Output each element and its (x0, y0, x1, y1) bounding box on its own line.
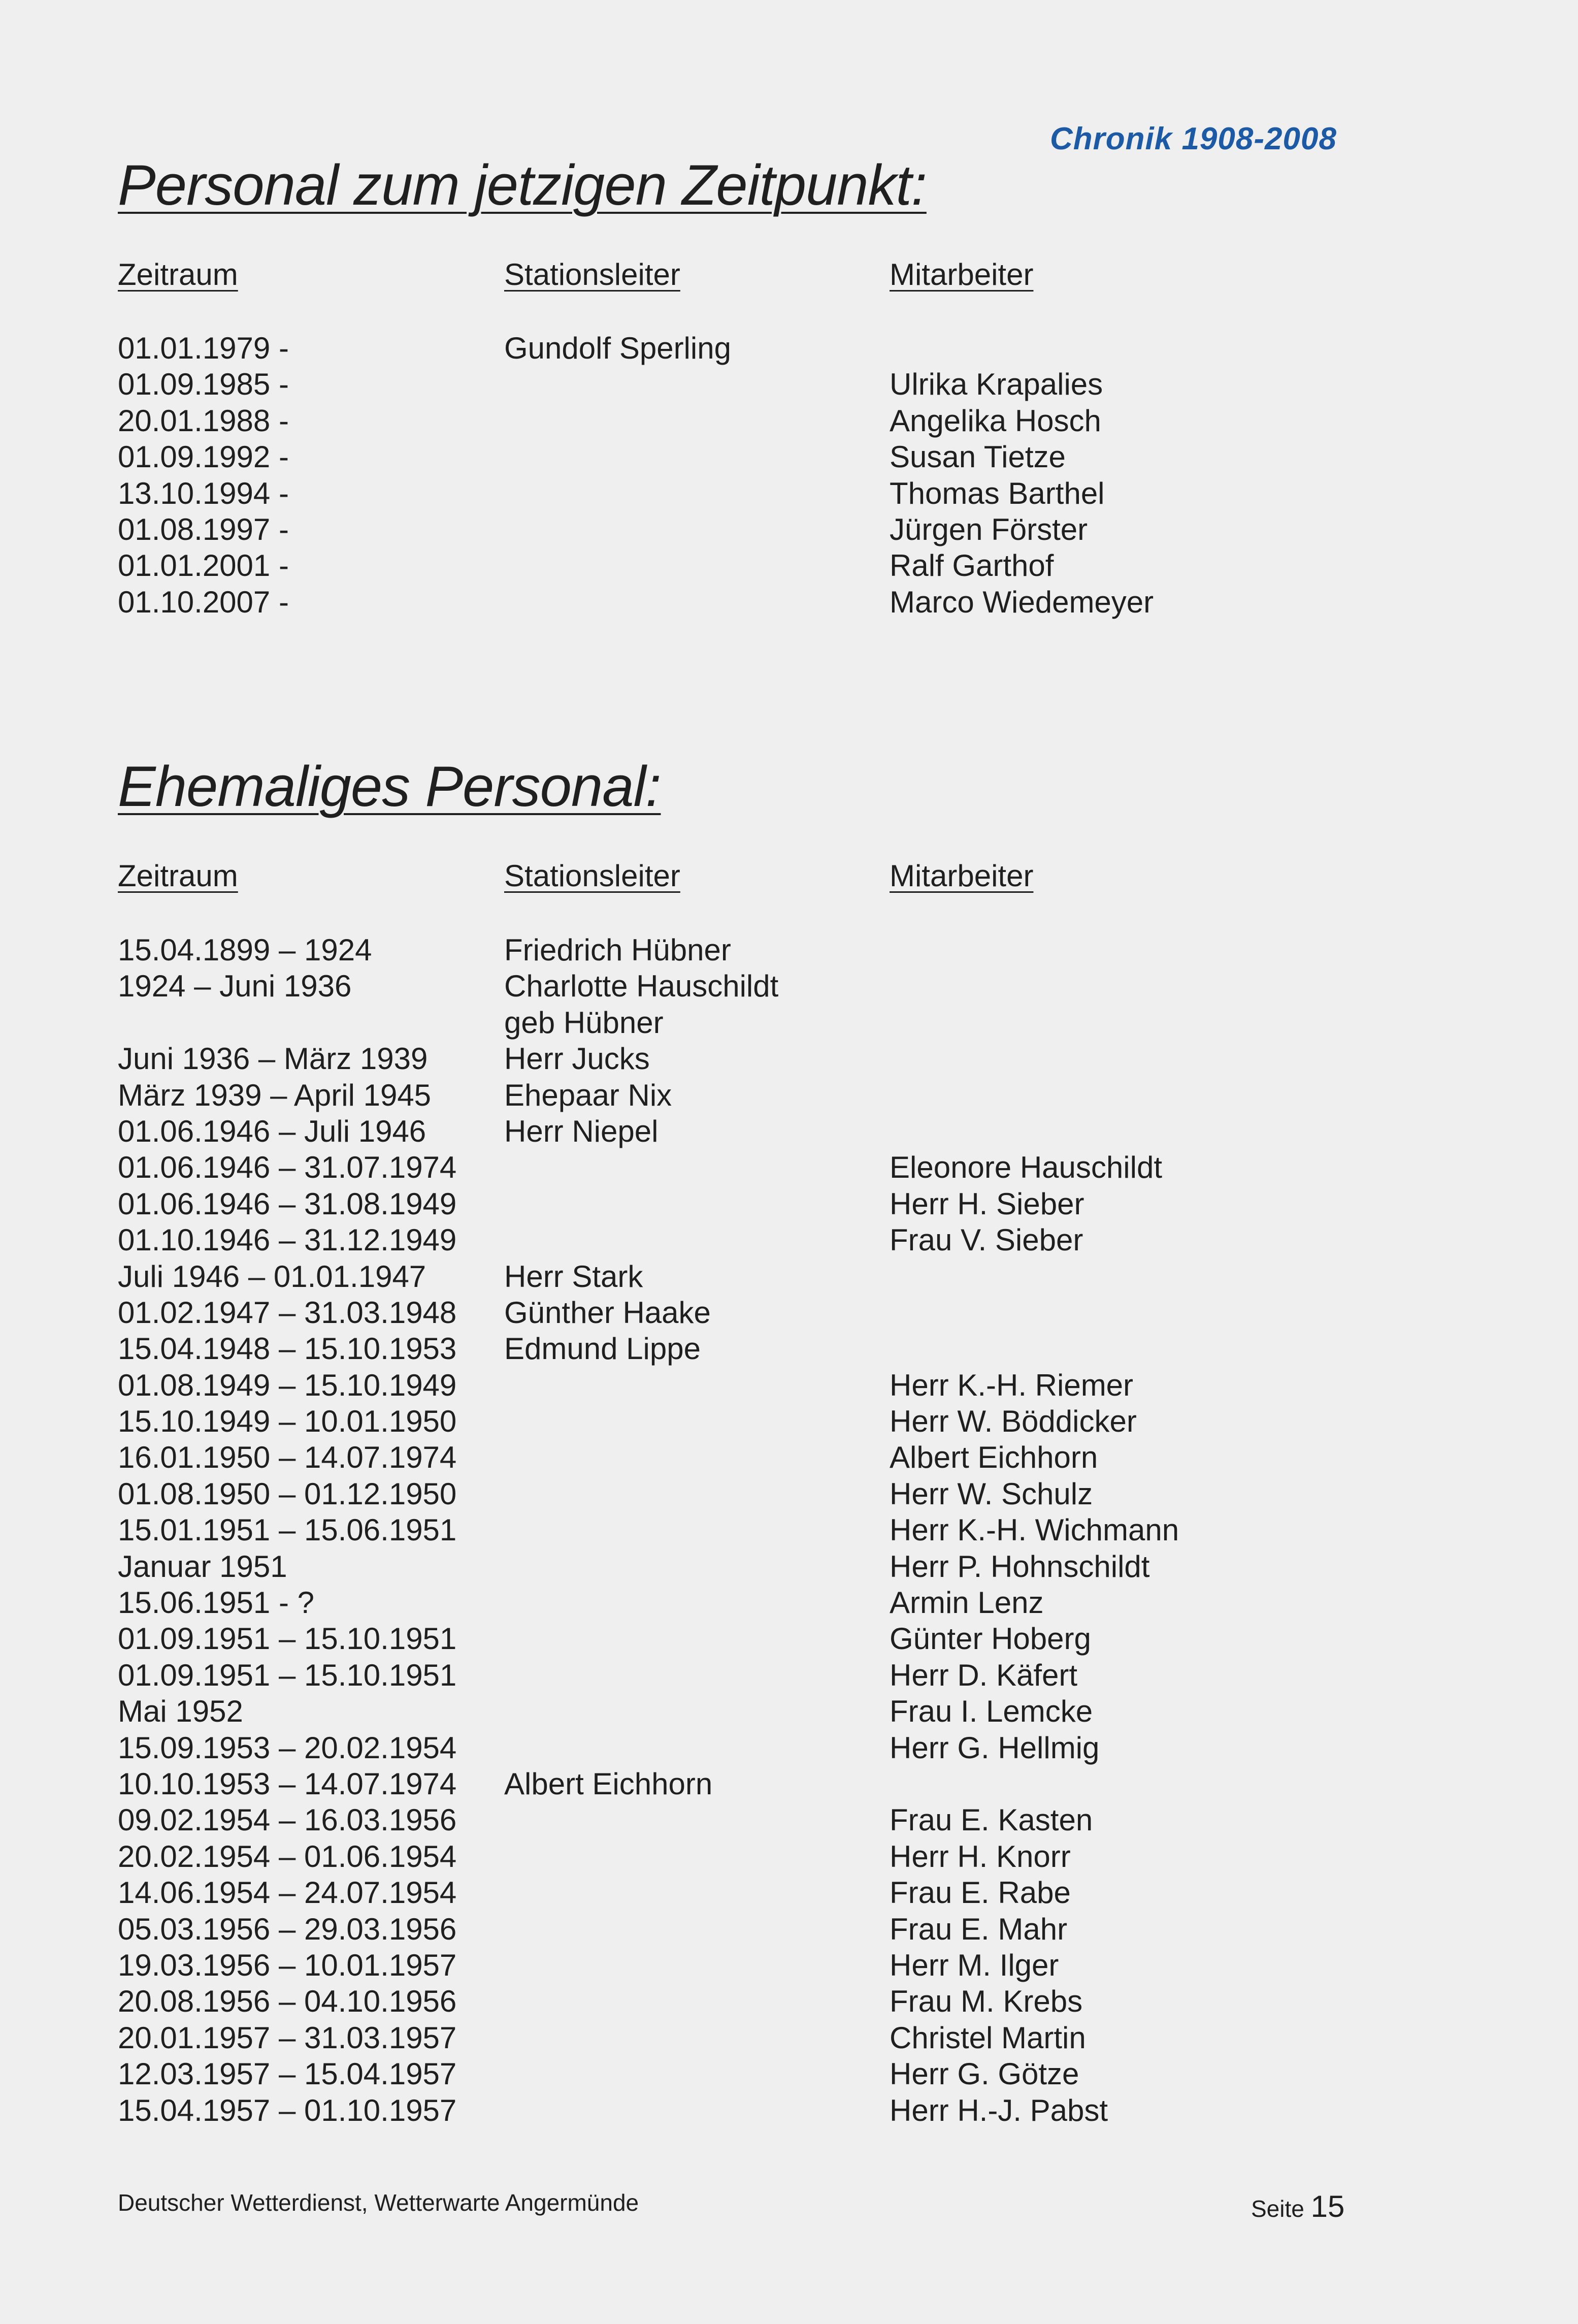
period-cell: 01.09.1951 – 15.10.1951 (118, 1658, 457, 1692)
former-staff-header: Mitarbeiter (890, 859, 1034, 893)
period-cell: 01.09.1985 - (118, 367, 289, 402)
staff-cell: Herr G. Götze (890, 2057, 1079, 2091)
staff-cell: Frau I. Lemcke (890, 1694, 1093, 1729)
current-staff-header: Mitarbeiter (890, 257, 1034, 292)
period-cell: 15.10.1949 – 10.01.1950 (118, 1404, 457, 1439)
leader-cell: Friedrich Hübner (504, 933, 731, 967)
period-cell: 09.02.1954 – 16.03.1956 (118, 1803, 457, 1837)
footer-page-label: Seite (1251, 2196, 1304, 2222)
staff-cell: Frau V. Sieber (890, 1223, 1083, 1257)
period-cell: 01.02.1947 – 31.03.1948 (118, 1295, 457, 1330)
former-leader-header: Stationsleiter (504, 859, 680, 893)
staff-cell: Ralf Garthof (890, 548, 1054, 583)
staff-cell: Christel Martin (890, 2020, 1086, 2055)
leader-cell: geb Hübner (504, 1005, 664, 1040)
period-cell: Mai 1952 (118, 1694, 243, 1729)
leader-cell: Ehepaar Nix (504, 1078, 672, 1112)
period-cell: 12.03.1957 – 15.04.1957 (118, 2057, 457, 2091)
period-cell: 15.04.1957 – 01.10.1957 (118, 2093, 457, 2127)
period-cell: 15.01.1951 – 15.06.1951 (118, 1513, 457, 1547)
leader-cell: Herr Stark (504, 1259, 643, 1294)
current-period-header: Zeitraum (118, 257, 238, 292)
staff-cell: Susan Tietze (890, 440, 1066, 474)
period-cell: Juli 1946 – 01.01.1947 (118, 1259, 426, 1294)
leader-cell: Herr Niepel (504, 1114, 659, 1148)
leader-cell: Edmund Lippe (504, 1332, 701, 1366)
staff-cell: Ulrika Krapalies (890, 367, 1103, 402)
footer-page-number: 15 (1310, 2189, 1345, 2223)
period-cell: 20.01.1957 – 31.03.1957 (118, 2020, 457, 2055)
period-cell: Januar 1951 (118, 1549, 287, 1584)
current-staff-title: Personal zum jetzigen Zeitpunkt: (118, 153, 927, 217)
period-cell: 1924 – Juni 1936 (118, 969, 352, 1004)
period-cell: 01.01.2001 - (118, 548, 289, 583)
period-cell: 20.08.1956 – 04.10.1956 (118, 1984, 457, 2019)
period-cell: 20.01.1988 - (118, 403, 289, 438)
period-cell: 01.10.1946 – 31.12.1949 (118, 1223, 457, 1257)
staff-cell: Frau E. Mahr (890, 1912, 1068, 1946)
period-cell: 15.04.1948 – 15.10.1953 (118, 1332, 457, 1366)
period-cell: 01.09.1992 - (118, 440, 289, 474)
staff-cell: Herr K.-H. Wichmann (890, 1513, 1179, 1547)
period-cell: 19.03.1956 – 10.01.1957 (118, 1948, 457, 1982)
staff-cell: Herr G. Hellmig (890, 1730, 1100, 1765)
period-cell: 01.08.1997 - (118, 512, 289, 546)
period-cell: 15.04.1899 – 1924 (118, 933, 372, 967)
period-cell: 20.02.1954 – 01.06.1954 (118, 1839, 457, 1874)
staff-cell: Herr W. Schulz (890, 1476, 1093, 1511)
period-cell: 15.06.1951 - ? (118, 1586, 314, 1620)
leader-cell: Charlotte Hauschildt (504, 969, 779, 1004)
period-cell: 01.06.1946 – 31.07.1974 (118, 1150, 457, 1185)
staff-cell: Eleonore Hauschildt (890, 1150, 1162, 1185)
staff-cell: Herr P. Hohnschildt (890, 1549, 1150, 1584)
period-cell: 01.09.1951 – 15.10.1951 (118, 1622, 457, 1656)
period-cell: März 1939 – April 1945 (118, 1078, 432, 1112)
staff-cell: Herr D. Käfert (890, 1658, 1078, 1692)
staff-cell: Herr H. Sieber (890, 1186, 1084, 1221)
staff-cell: Thomas Barthel (890, 476, 1105, 510)
staff-cell: Herr K.-H. Riemer (890, 1368, 1134, 1402)
footer-page (1251, 2189, 1344, 2224)
period-cell: 16.01.1950 – 14.07.1974 (118, 1440, 457, 1475)
staff-cell: Angelika Hosch (890, 403, 1101, 438)
staff-cell: Frau E. Kasten (890, 1803, 1093, 1837)
period-cell: 15.09.1953 – 20.02.1954 (118, 1730, 457, 1765)
staff-cell: Frau M. Krebs (890, 1984, 1083, 2019)
staff-cell: Herr M. Ilger (890, 1948, 1059, 1982)
period-cell: Juni 1936 – März 1939 (118, 1042, 428, 1076)
leader-cell: Albert Eichhorn (504, 1766, 713, 1801)
staff-cell: Frau E. Rabe (890, 1876, 1071, 1910)
leader-cell: Herr Jucks (504, 1042, 650, 1076)
period-cell: 13.10.1994 - (118, 476, 289, 510)
leader-cell: Günther Haake (504, 1295, 711, 1330)
leader-cell: Gundolf Sperling (504, 331, 731, 365)
period-cell: 01.08.1950 – 01.12.1950 (118, 1476, 457, 1511)
period-cell: 01.10.2007 - (118, 585, 289, 619)
staff-cell: Marco Wiedemeyer (890, 585, 1154, 619)
current-leader-header: Stationsleiter (504, 257, 680, 292)
period-cell: 05.03.1956 – 29.03.1956 (118, 1912, 457, 1946)
staff-cell: Herr W. Böddicker (890, 1404, 1137, 1439)
period-cell: 14.06.1954 – 24.07.1954 (118, 1876, 457, 1910)
period-cell: 01.01.1979 - (118, 331, 289, 365)
period-cell: 01.06.1946 – 31.08.1949 (118, 1186, 457, 1221)
period-cell: 10.10.1953 – 14.07.1974 (118, 1766, 457, 1801)
staff-cell: Armin Lenz (890, 1586, 1044, 1620)
staff-cell: Günter Hoberg (890, 1622, 1091, 1656)
chronik-header: Chronik 1908-2008 (1050, 121, 1337, 156)
staff-cell: Albert Eichhorn (890, 1440, 1098, 1475)
period-cell: 01.08.1949 – 15.10.1949 (118, 1368, 457, 1402)
staff-cell: Jürgen Förster (890, 512, 1088, 546)
footer-organization: Deutscher Wetterdienst, Wetterwarte Angermünde (118, 2189, 639, 2216)
staff-cell: Herr H.-J. Pabst (890, 2093, 1108, 2127)
period-cell: 01.06.1946 – Juli 1946 (118, 1114, 426, 1148)
staff-cell: Herr H. Knorr (890, 1839, 1071, 1874)
former-period-header: Zeitraum (118, 859, 238, 893)
former-staff-title: Ehemaliges Personal: (118, 755, 661, 818)
